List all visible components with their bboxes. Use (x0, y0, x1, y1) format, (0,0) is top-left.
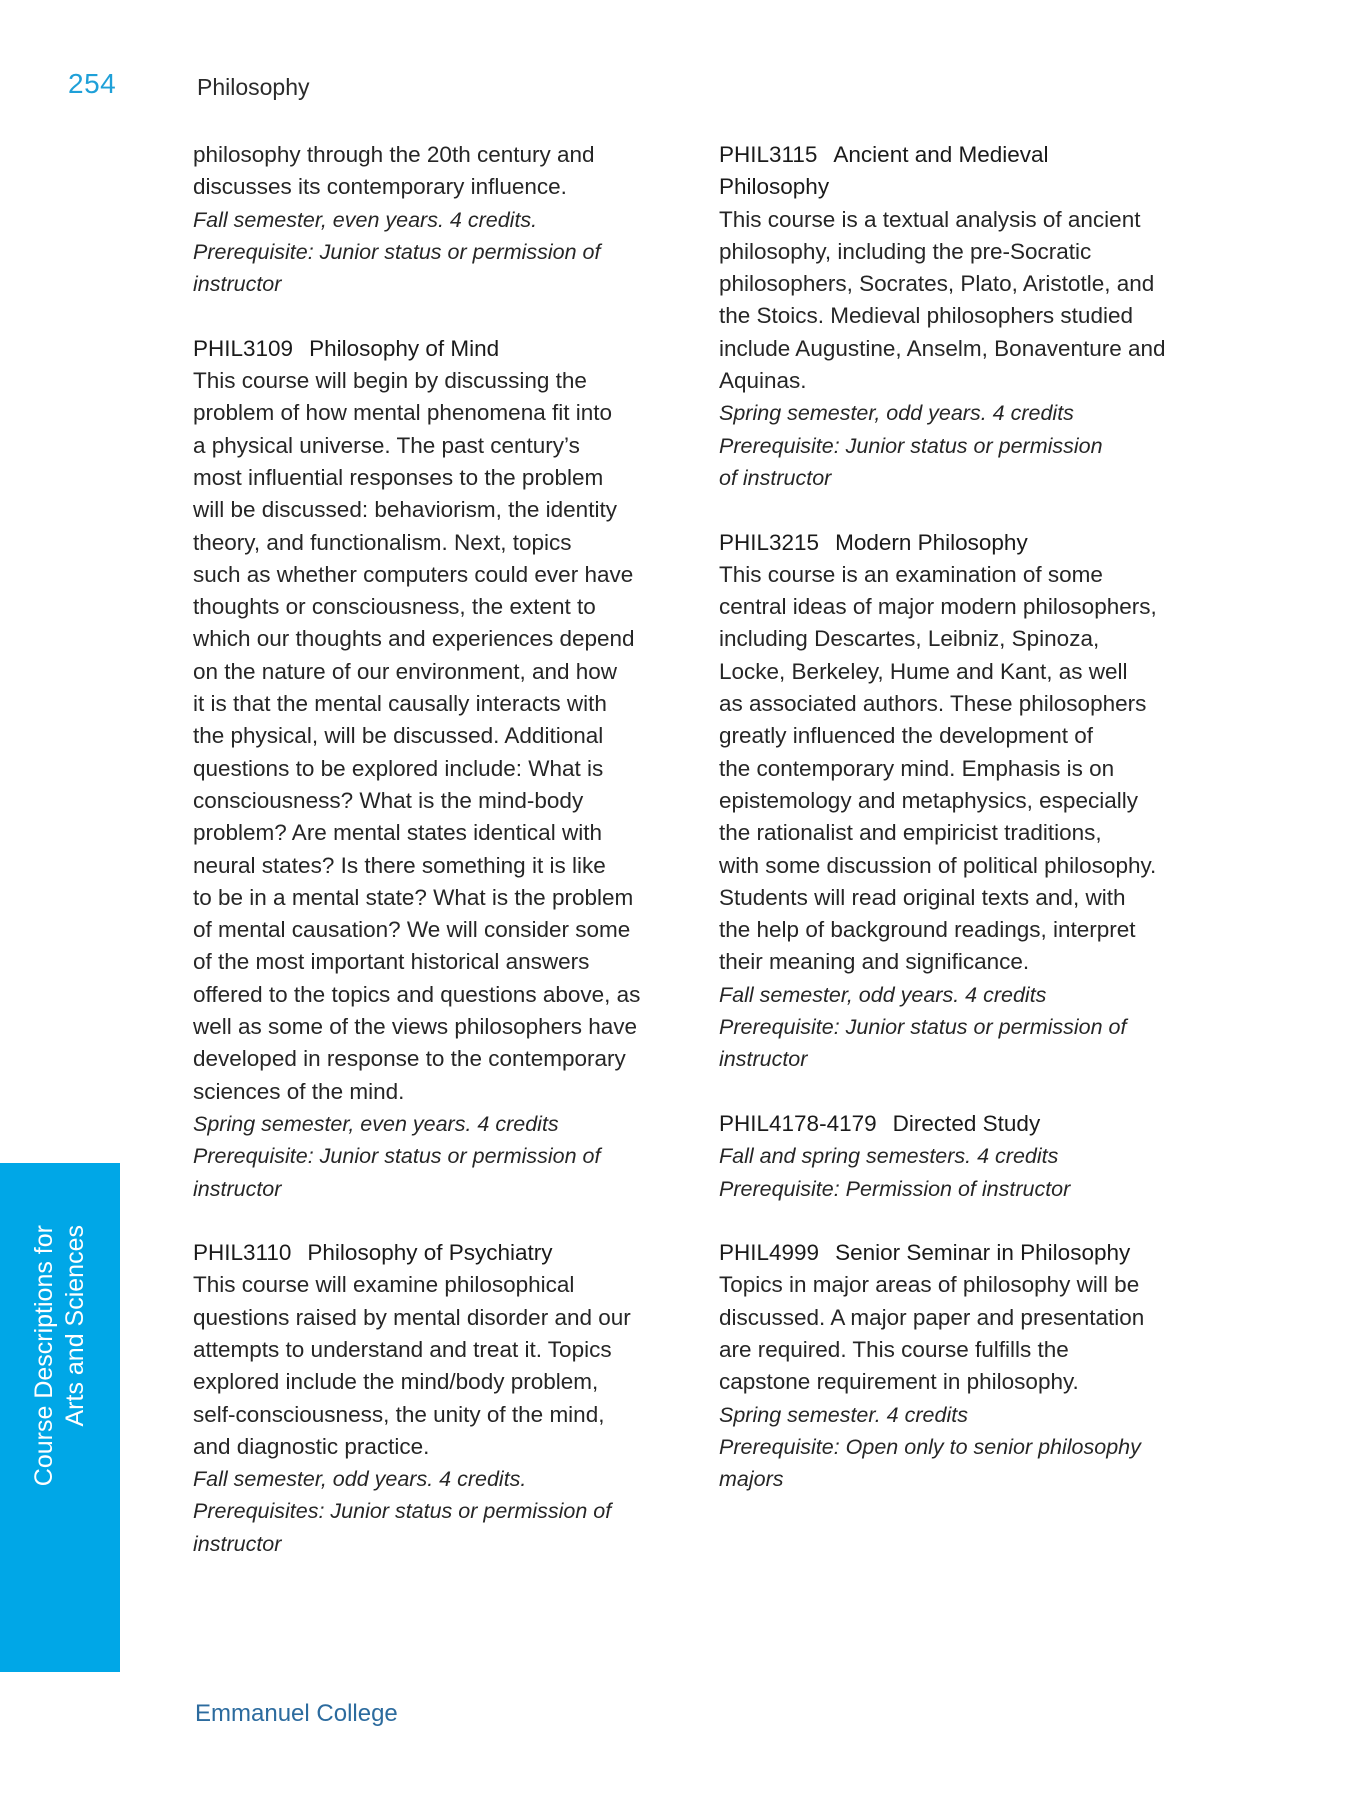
left-column (193, 139, 698, 1560)
prerequisite: instructor (193, 1531, 282, 1556)
description-line: Students will read original texts and, with (719, 884, 1126, 910)
description-line: on the nature of our environment, and how (193, 658, 618, 684)
course-heading (193, 1237, 698, 1269)
description-line: the physical, will be discussed. Additional (193, 723, 604, 749)
description-line: include Augustine, Anselm, Bonaventure and (719, 335, 1166, 361)
description-line: Locke, Berkeley, Hume and Kant, as well (719, 658, 1128, 684)
description-line: questions to be explored include: What is (193, 755, 604, 781)
course-entry-phil4999 (719, 1237, 1224, 1495)
course-title-continued: Philosophy (719, 174, 830, 200)
page-number: 254 (68, 68, 117, 99)
description-line: philosophers, Socrates, Plato, Aristotle, and (719, 271, 1155, 297)
schedule: Fall and spring semesters. 4 credits (719, 1144, 1059, 1169)
description-line: the rationalist and empiricist traditions, (719, 820, 1102, 846)
schedule: Spring semester, odd years. 4 credits (719, 401, 1074, 426)
prerequisite: of instructor (719, 465, 832, 490)
description-line: greatly influenced the development of (719, 723, 1093, 749)
prerequisite: Prerequisite: Junior status or permission of (719, 1015, 1127, 1040)
description-line: of the most important historical answers (193, 949, 590, 975)
description-line: a physical universe. The past century’s (193, 432, 580, 458)
description-line: Topics in major areas of philosophy will be (719, 1272, 1140, 1298)
description-line: including Descartes, Leibniz, Spinoza, (719, 626, 1100, 652)
prerequisite: Prerequisite: Junior status or permission (719, 433, 1103, 458)
side-tab-line-2: Arts and Sciences (61, 1225, 89, 1427)
running-head: Philosophy (197, 74, 310, 100)
course-title: Philosophy of Psychiatry (307, 1240, 553, 1266)
course-heading (719, 1108, 1224, 1140)
course-entry-phil3215 (719, 527, 1224, 1076)
description-line: self-consciousness, the unity of the mind, (193, 1401, 605, 1427)
course-entry-phil3109 (193, 333, 698, 1205)
prerequisite: instructor (193, 272, 282, 297)
schedule: Fall semester, odd years. 4 credits (719, 982, 1047, 1007)
prerequisite: instructor (719, 1047, 808, 1072)
description-line: This course is an examination of some (719, 561, 1103, 587)
right-column (719, 139, 1224, 1495)
description-line: Aquinas. (719, 368, 807, 394)
description-line: philosophy, including the pre-Socratic (719, 238, 1092, 264)
description-line: consciousness? What is the mind-body (193, 787, 584, 813)
course-title: Modern Philosophy (835, 529, 1028, 555)
description-line: the help of background readings, interpret (719, 917, 1136, 943)
description-line: central ideas of major modern philosophers, (719, 594, 1157, 620)
description-line: will be discussed: behaviorism, the identity (193, 497, 617, 523)
course-entry-phil3110 (193, 1237, 698, 1560)
course-title: Ancient and Medieval (833, 142, 1049, 167)
description-line: epistemology and metaphysics, especially (719, 787, 1138, 813)
course-title: Philosophy of Mind (309, 335, 500, 361)
course-code: PHIL3109 (193, 335, 294, 361)
course-code: PHIL4178-4179 (719, 1110, 877, 1136)
description-line: discusses its contemporary influence. (193, 174, 567, 200)
description-line: most influential responses to the problem (193, 464, 604, 490)
description-line: This course is a textual analysis of ancient (719, 206, 1141, 232)
prerequisite: majors (719, 1467, 784, 1492)
description-line: problem of how mental phenomena fit into (193, 400, 612, 426)
description-line: well as some of the views philosophers have (193, 1014, 637, 1040)
description-line: the Stoics. Medieval philosophers studied (719, 303, 1133, 329)
description-line: capstone requirement in philosophy. (719, 1369, 1079, 1395)
course-code: PHIL3115 (719, 142, 818, 167)
description-line: as associated authors. These philosophers (719, 691, 1147, 717)
description-line: theory, and functionalism. Next, topics (193, 529, 572, 555)
course-title: Directed Study (892, 1110, 1041, 1136)
course-code: PHIL3215 (719, 529, 820, 555)
description-line: it is that the mental causally interacts with (193, 691, 607, 717)
description-line: of mental causation? We will consider some (193, 917, 631, 943)
schedule: Fall semester, odd years. 4 credits. (193, 1467, 527, 1492)
side-tab-label (29, 1225, 91, 1525)
description-line: their meaning and significance. (719, 949, 1030, 975)
schedule: Fall semester, even years. 4 credits. (193, 207, 538, 232)
description-line: This course will examine philosophical (193, 1272, 575, 1298)
description-line: such as whether computers could ever have (193, 561, 634, 587)
schedule: Spring semester, even years. 4 credits (193, 1111, 559, 1136)
course-heading (719, 527, 1224, 559)
description-line: This course will begin by discussing the (193, 368, 587, 394)
description-line: neural states? Is there something it is like (193, 852, 606, 878)
course-entry-phil3115 (719, 139, 1224, 494)
description-line: sciences of the mind. (193, 1078, 405, 1104)
side-tab-line-1: Course Descriptions for (30, 1225, 58, 1487)
description-line: offered to the topics and questions above, as (193, 981, 641, 1007)
course-heading (193, 333, 698, 365)
description-line: thoughts or consciousness, the extent to (193, 594, 596, 620)
prerequisite: instructor (193, 1176, 282, 1201)
footer-publisher: Emmanuel College (195, 1700, 398, 1727)
description-line: developed in response to the contemporary (193, 1046, 626, 1072)
course-code: PHIL3110 (193, 1240, 292, 1266)
prerequisite: Prerequisite: Junior status or permission of (193, 239, 601, 264)
course-heading (719, 139, 1224, 171)
description-line: which our thoughts and experiences depend (193, 626, 635, 652)
description-line: discussed. A major paper and presentation (719, 1304, 1145, 1330)
course-entry-phil4178-4179 (719, 1108, 1224, 1205)
description-line: to be in a mental state? What is the problem (193, 884, 634, 910)
description-line: the contemporary mind. Emphasis is on (719, 755, 1115, 781)
course-heading (719, 1237, 1224, 1269)
prerequisite: Prerequisites: Junior status or permission of (193, 1499, 612, 1524)
schedule: Spring semester. 4 credits (719, 1402, 968, 1427)
description-line: and diagnostic practice. (193, 1433, 430, 1459)
course-code: PHIL4999 (719, 1240, 820, 1266)
prerequisite: Prerequisite: Permission of instructor (719, 1176, 1071, 1201)
prerequisite: Prerequisite: Junior status or permission of (193, 1144, 601, 1169)
description-line: with some discussion of political philosophy. (719, 852, 1157, 878)
continued-entry (193, 139, 698, 300)
description-line: are required. This course fulfills the (719, 1336, 1069, 1362)
prerequisite: Prerequisite: Open only to senior philosophy (719, 1434, 1141, 1459)
description-line: problem? Are mental states identical with (193, 820, 602, 846)
description-line: attempts to understand and treat it. Topics (193, 1336, 612, 1362)
course-title: Senior Seminar in Philosophy (835, 1240, 1131, 1266)
description-line: explored include the mind/body problem, (193, 1369, 599, 1395)
description-line: questions raised by mental disorder and our (193, 1304, 631, 1330)
description-line: philosophy through the 20th century and (193, 142, 595, 167)
